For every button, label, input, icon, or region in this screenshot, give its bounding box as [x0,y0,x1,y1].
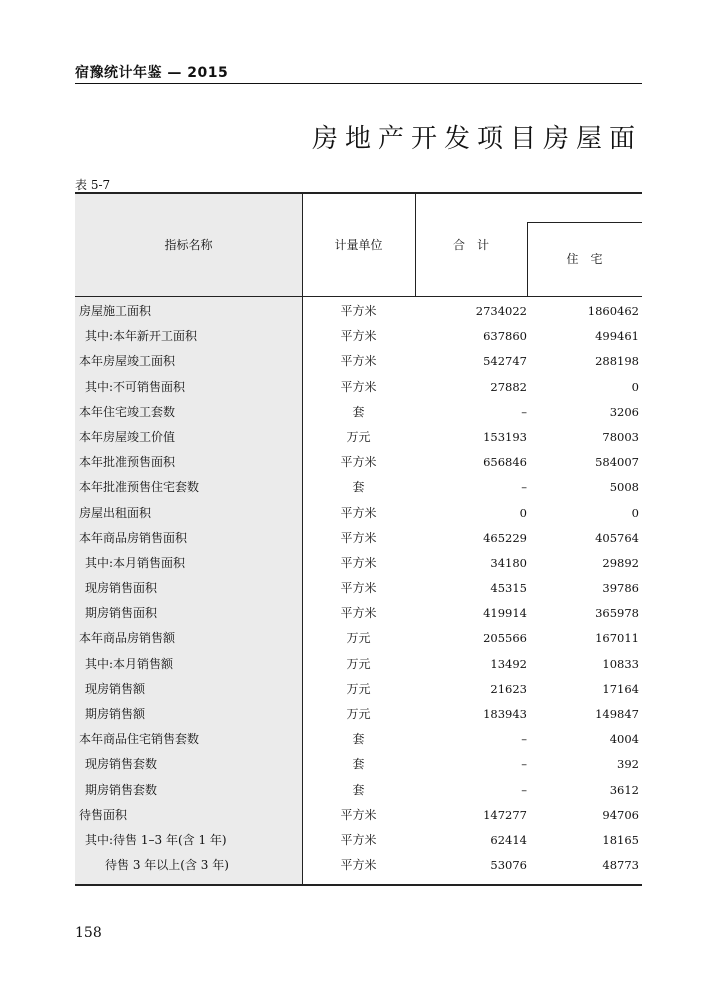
row-name: 本年住宅竣工套数 [79,404,176,419]
table-row [75,853,642,878]
row-total: – [521,782,527,797]
row-total: 13492 [490,656,527,671]
row-residential: 0 [631,505,639,520]
row-name: 本年商品住宅销售套数 [79,732,200,747]
row-total: 656846 [483,455,527,470]
header-total: 合 计 [452,238,489,252]
row-residential: 405764 [595,530,639,545]
table-row [75,601,642,626]
row-name: 待售面积 [79,807,128,822]
row-unit: 万元 [346,631,371,646]
row-unit: 平方米 [340,581,377,596]
table-row [75,752,642,777]
row-total: 542747 [483,354,527,369]
row-unit: 平方米 [340,379,377,394]
table-row [75,551,642,576]
row-total: – [521,404,527,419]
row-total: – [521,732,527,747]
residential-header-rule [527,222,642,223]
row-total: 637860 [483,329,527,344]
row-total: 21623 [490,681,527,696]
header-unit: 计量单位 [334,238,383,252]
table-row [75,576,642,601]
row-unit: 万元 [346,656,371,671]
table-row [75,702,642,727]
table-row [75,450,642,475]
row-total: 27882 [490,379,527,394]
header-name: 指标名称 [164,238,213,252]
row-unit: 平方米 [340,606,377,621]
row-unit: 平方米 [340,505,377,520]
table-row [75,626,642,651]
table-row [75,501,642,526]
row-name: 本年房屋竣工价值 [79,429,176,444]
row-residential: 5008 [609,480,639,495]
row-residential: 149847 [595,707,639,721]
row-residential: 584007 [595,455,639,470]
row-total: 153193 [483,429,527,444]
row-residential: 39786 [602,581,639,596]
row-unit: 套 [352,732,365,747]
row-residential: 94706 [602,807,639,822]
row-total: – [521,480,527,495]
row-name: 其中:不可销售面积 [85,379,186,394]
row-residential: 48773 [602,858,639,873]
row-total: 2734022 [475,304,527,318]
row-residential: 499461 [595,329,639,344]
row-unit: 平方米 [340,530,377,545]
row-unit: 平方米 [340,807,377,822]
row-unit: 平方米 [340,354,377,369]
row-name: 期房销售套数 [85,782,158,797]
row-name: 房屋出租面积 [79,505,152,520]
row-residential: 365978 [595,606,639,621]
row-residential: 10833 [602,656,639,671]
row-total: 34180 [490,555,527,570]
row-unit: 平方米 [340,304,377,318]
row-name: 本年商品房销售额 [79,631,176,646]
row-name: 本年批准预售面积 [79,455,176,470]
table-body [75,299,642,878]
row-unit: 套 [352,782,365,797]
row-name: 本年商品房销售面积 [79,530,188,545]
data-table [75,192,642,886]
row-name: 现房销售额 [85,681,146,696]
row-residential: 0 [631,379,639,394]
table-row [75,349,642,374]
row-total: 0 [519,505,527,520]
table-row [75,803,642,828]
table-row [75,375,642,400]
row-residential: 78003 [602,429,639,444]
row-name: 现房销售套数 [85,757,158,772]
row-total: 45315 [490,581,527,596]
table-bottom-rule [75,884,642,886]
row-total: – [521,757,527,772]
row-name: 本年批准预售住宅套数 [79,480,200,495]
table-row [75,828,642,853]
row-residential: 3612 [609,782,639,797]
row-name: 其中:本年新开工面积 [85,329,198,344]
row-name: 期房销售面积 [85,606,158,621]
row-total: 183943 [483,707,527,721]
row-name: 期房销售额 [85,707,146,721]
row-residential: 29892 [602,555,639,570]
row-residential: 4004 [609,732,639,747]
table-row [75,475,642,500]
row-name: 其中:待售 1–3 年(含 1 年) [85,832,227,847]
row-residential: 288198 [595,354,639,369]
table-row [75,526,642,551]
table-top-rule [75,192,642,194]
table-row [75,299,642,324]
row-total: 465229 [483,530,527,545]
row-name: 本年房屋竣工面积 [79,354,176,369]
page-number: 158 [75,925,102,941]
row-total: 147277 [483,807,527,822]
row-total: 53076 [490,858,527,873]
row-name: 其中:本月销售面积 [85,555,186,570]
row-unit: 万元 [346,429,371,444]
row-unit: 平方米 [340,555,377,570]
table-row [75,425,642,450]
row-unit: 平方米 [340,329,377,344]
row-residential: 17164 [602,681,639,696]
table-row [75,727,642,752]
header-residential: 住 宅 [566,252,603,266]
row-unit: 套 [352,757,365,772]
page-title: 房地产开发项目房屋面 [311,124,642,154]
row-unit: 万元 [346,681,371,696]
row-unit: 平方米 [340,858,377,873]
row-unit: 套 [352,480,365,495]
row-residential: 18165 [602,832,639,847]
row-unit: 平方米 [340,832,377,847]
row-total: 62414 [490,832,527,847]
row-name: 其中:本月销售额 [85,656,174,671]
row-residential: 392 [617,757,639,772]
header-rule [75,83,642,84]
row-total: 205566 [483,631,527,646]
header-bottom-rule [75,296,642,297]
table-number: 表 5-7 [75,178,111,192]
running-head: 宿豫统计年鉴 — 2015 [75,65,229,81]
row-residential: 3206 [609,404,639,419]
row-total: 419914 [483,606,527,621]
table-row [75,677,642,702]
row-name: 待售 3 年以上(含 3 年) [105,858,229,873]
table-row [75,652,642,677]
row-name: 房屋施工面积 [79,304,152,318]
row-unit: 套 [352,404,365,419]
row-unit: 平方米 [340,455,377,470]
table-row [75,324,642,349]
row-residential: 167011 [595,631,639,646]
table-row [75,400,642,425]
table-row [75,778,642,803]
row-name: 现房销售面积 [85,581,158,596]
row-unit: 万元 [346,707,371,721]
row-residential: 1860462 [587,304,639,318]
